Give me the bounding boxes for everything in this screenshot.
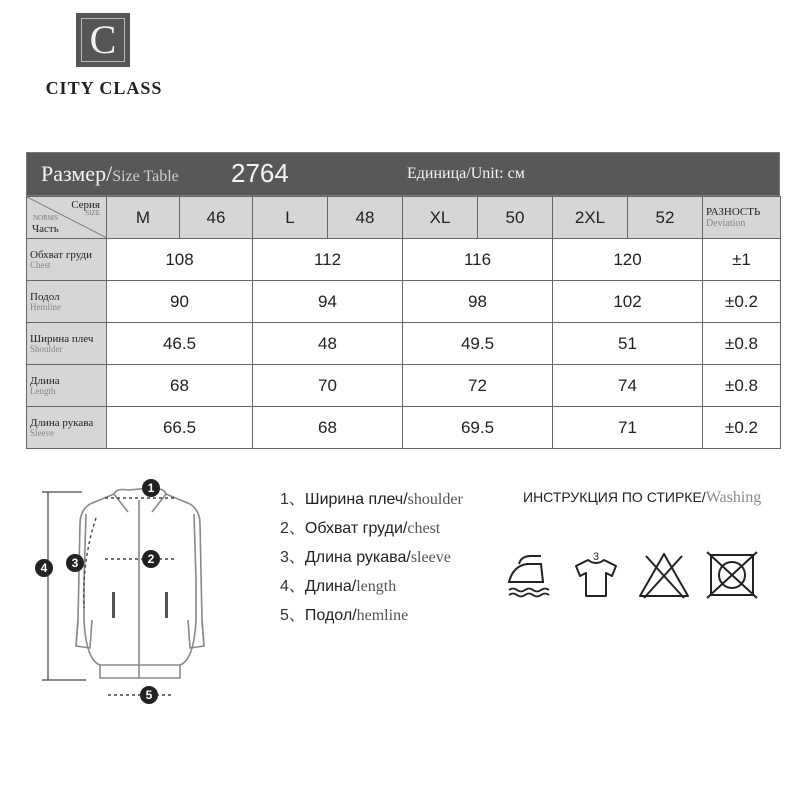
size-label: XL bbox=[403, 197, 478, 239]
row-label-ru: Подол bbox=[30, 290, 60, 303]
row-label-en: Chest bbox=[30, 259, 51, 270]
row-label-ru: Длина рукава bbox=[30, 416, 94, 429]
no-bleach-icon bbox=[636, 550, 692, 600]
logo-letter: C bbox=[89, 17, 117, 62]
measure-markers bbox=[35, 479, 160, 704]
washing-title-en: Washing bbox=[705, 489, 762, 506]
deviation-header-ru: РАЗНОСТЬ bbox=[706, 205, 761, 218]
marker-labels bbox=[41, 481, 155, 702]
table-cell: 68 bbox=[253, 407, 403, 449]
table-cell: 51 bbox=[553, 323, 703, 365]
legend-num: 2、 bbox=[280, 520, 305, 537]
size-number: 52 bbox=[628, 197, 703, 239]
legend-item bbox=[280, 486, 463, 509]
size-table-title-en: Size Table bbox=[112, 168, 179, 185]
size-label: M bbox=[107, 197, 180, 239]
table-cell: 90 bbox=[107, 281, 253, 323]
table-cell: 116 bbox=[403, 239, 553, 281]
table-cell: 48 bbox=[253, 323, 403, 365]
size-table-title bbox=[41, 161, 179, 187]
deviation-header-en: Deviation bbox=[706, 218, 746, 230]
legend-ru: Ширина плеч/ bbox=[304, 491, 408, 508]
row-label bbox=[27, 365, 107, 407]
table-cell: 66.5 bbox=[107, 407, 253, 449]
table-cell: 46.5 bbox=[107, 323, 253, 365]
row-label bbox=[27, 323, 107, 365]
row-label-en: Sleeve bbox=[30, 427, 54, 438]
table-cell: 108 bbox=[107, 239, 253, 281]
row-label-ru: Обхват груди bbox=[30, 248, 92, 261]
deviation-cell: ±0.2 bbox=[703, 407, 781, 449]
deviation-cell: ±0.8 bbox=[703, 323, 781, 365]
corner-part: Часть bbox=[32, 223, 59, 235]
table-row bbox=[27, 281, 781, 323]
row-label-ru: Длина bbox=[30, 374, 60, 387]
legend-item bbox=[280, 515, 440, 538]
marker-label-2: 2 bbox=[147, 552, 155, 566]
no-tumble-dry-icon bbox=[705, 550, 759, 600]
table-cell: 72 bbox=[403, 365, 553, 407]
size-table-title-ru: Размер/ bbox=[41, 161, 113, 186]
row-label-ru: Ширина плеч bbox=[30, 332, 94, 345]
pocket-marks bbox=[112, 592, 168, 618]
marker-label-4: 4 bbox=[40, 561, 48, 575]
size-number: 48 bbox=[328, 197, 403, 239]
table-cell: 112 bbox=[253, 239, 403, 281]
legend-en: hemline bbox=[356, 607, 409, 624]
deviation-cell: ±1 bbox=[703, 239, 781, 281]
corner-norms: NORMS bbox=[33, 214, 58, 222]
jacket-diagram bbox=[30, 470, 240, 720]
legend-num: 3、 bbox=[280, 549, 305, 566]
row-label-en: Shoulder bbox=[30, 343, 63, 354]
legend-item bbox=[280, 602, 408, 625]
legend-en: length bbox=[356, 578, 397, 595]
legend-en: shoulder bbox=[407, 491, 463, 508]
marker-label-5: 5 bbox=[145, 688, 153, 702]
size-header-row bbox=[27, 197, 781, 239]
size-table bbox=[26, 152, 780, 449]
legend-ru: Длина/ bbox=[304, 578, 357, 595]
hand-wash-shirt-icon bbox=[570, 550, 622, 602]
jacket-outline bbox=[76, 488, 204, 678]
legend-en: sleeve bbox=[410, 549, 451, 566]
legend-en: chest bbox=[407, 520, 441, 537]
size-label: L bbox=[253, 197, 328, 239]
legend-num: 4、 bbox=[280, 578, 305, 595]
washing-title bbox=[523, 489, 761, 507]
iron-icon bbox=[503, 550, 553, 600]
corner-cell bbox=[27, 197, 107, 239]
table-cell: 71 bbox=[553, 407, 703, 449]
table-cell: 70 bbox=[253, 365, 403, 407]
washing-title-ru: ИНСТРУКЦИЯ ПО СТИРКЕ/ bbox=[523, 489, 706, 505]
row-label bbox=[27, 239, 107, 281]
wash-temp: 3 bbox=[592, 551, 600, 563]
legend-ru: Обхват груди/ bbox=[304, 520, 408, 537]
table-row bbox=[27, 407, 781, 449]
legend-ru: Подол/ bbox=[304, 607, 357, 624]
legend-num: 5、 bbox=[280, 607, 305, 624]
legend-item bbox=[280, 544, 451, 567]
size-number: 46 bbox=[180, 197, 253, 239]
deviation-cell: ±0.8 bbox=[703, 365, 781, 407]
table-row bbox=[27, 239, 781, 281]
table-cell: 69.5 bbox=[403, 407, 553, 449]
size-table-title-bar bbox=[26, 152, 780, 196]
marker-label-1: 1 bbox=[147, 481, 155, 495]
unit-label: Единица/Unit: см bbox=[407, 165, 525, 182]
legend-ru: Длина рукава/ bbox=[304, 549, 411, 566]
table-cell: 102 bbox=[553, 281, 703, 323]
size-label: 2XL bbox=[553, 197, 628, 239]
marker-label-3: 3 bbox=[71, 556, 79, 570]
deviation-cell: ±0.2 bbox=[703, 281, 781, 323]
row-label bbox=[27, 407, 107, 449]
table-row bbox=[27, 323, 781, 365]
table-cell: 94 bbox=[253, 281, 403, 323]
table-cell: 74 bbox=[553, 365, 703, 407]
row-label-en: Hemline bbox=[30, 301, 61, 312]
legend-item bbox=[280, 573, 396, 596]
table-cell: 49.5 bbox=[403, 323, 553, 365]
table-cell: 98 bbox=[403, 281, 553, 323]
legend-num: 1、 bbox=[280, 491, 305, 508]
brand-logo bbox=[76, 13, 130, 67]
size-grid bbox=[26, 196, 781, 449]
deviation-header bbox=[703, 197, 781, 239]
model-number: 2764 bbox=[231, 158, 289, 188]
size-number: 50 bbox=[478, 197, 553, 239]
table-cell: 120 bbox=[553, 239, 703, 281]
corner-series: Серия bbox=[71, 199, 100, 211]
table-cell: 68 bbox=[107, 365, 253, 407]
table-row bbox=[27, 365, 781, 407]
brand-name: CITY CLASS bbox=[45, 78, 163, 98]
corner-size: SIZE bbox=[85, 209, 100, 217]
row-label bbox=[27, 281, 107, 323]
row-label-en: Length bbox=[30, 385, 56, 396]
